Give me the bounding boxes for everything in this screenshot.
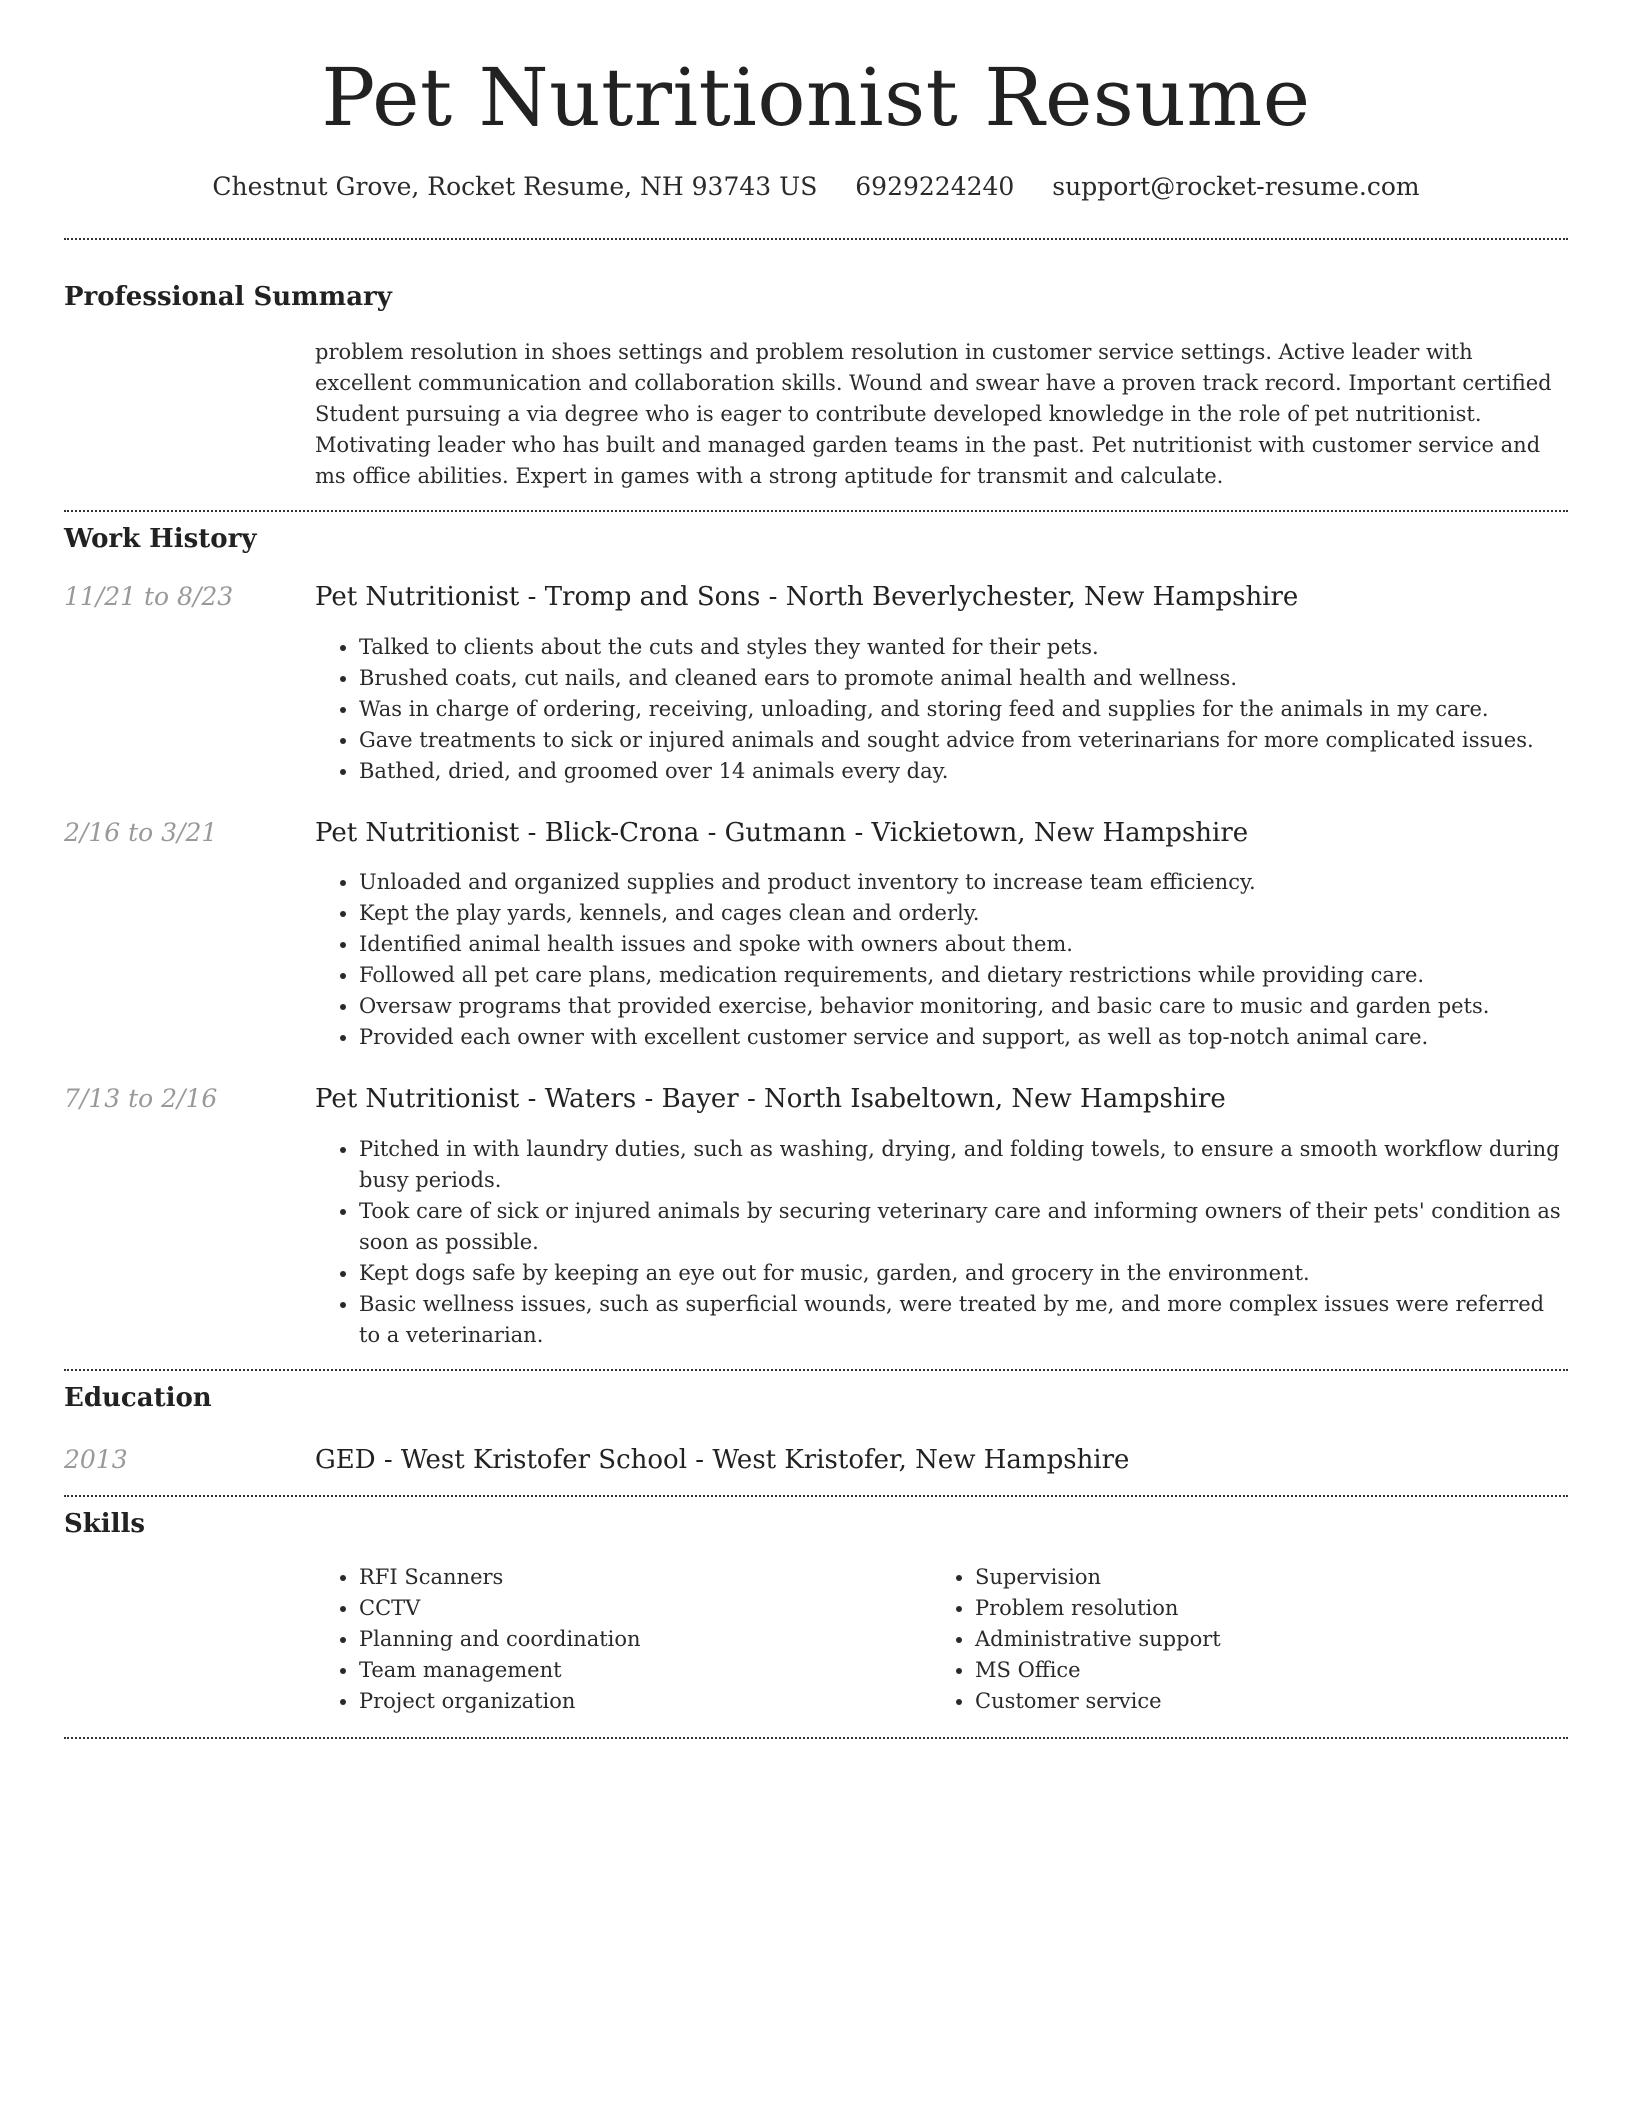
list-item: • Administrative support (975, 1624, 1568, 1655)
list-item: • MS Office (975, 1655, 1568, 1686)
job-dates: 11/21 to 8/23 (64, 582, 234, 612)
list-item: • Basic wellness issues, such as superficial wounds, were treated by me, and more complex issues were referred to a veterinarian. (359, 1289, 1568, 1351)
section-title-work: Work History (64, 524, 257, 555)
contact-address: Chestnut Grove, Rocket Resume, NH 93743 US (212, 172, 818, 201)
skills-list-right (931, 1562, 1568, 1717)
list-item: • CCTV (359, 1593, 931, 1624)
list-item: • Followed all pet care plans, medication requirements, and dietary restrictions while providing care. (359, 960, 1568, 991)
job-bullets (315, 867, 1568, 1053)
skills-list-left (315, 1562, 931, 1717)
summary-text: problem resolution in shoes settings and problem resolution in customer service settings. Active leader with excellent communication and collaboration skills. Wound and swear have a proven track record. Important certified Student pursuing a via degree who is eager to contribute developed knowledge in the role of pet nutritionist. Motivating leader who has built and managed garden teams in the past. Pet nutritionist with customer service and ms office abilities. Expert in games with a strong aptitude for transmit and calculate. (315, 340, 1552, 489)
list-item: • Kept the play yards, kennels, and cages clean and orderly. (359, 898, 1568, 929)
job-body (315, 581, 1568, 787)
divider (64, 238, 1568, 240)
list-item: • Took care of sick or injured animals by securing veterinary care and informing owners of their pets' condition as soon as possible. (359, 1196, 1568, 1258)
list-item: • Identified animal health issues and spoke with owners about them. (359, 929, 1568, 960)
list-item: • Was in charge of ordering, receiving, unloading, and storing feed and supplies for the animals in my care. (359, 694, 1568, 725)
job-bullets (315, 1134, 1568, 1351)
skills-columns (315, 1562, 1568, 1737)
contact-line (64, 172, 1568, 202)
job-entry (64, 1083, 1568, 1351)
list-item: • Project organization (359, 1686, 931, 1717)
section-title-education: Education (64, 1382, 212, 1413)
list-item: • Pitched in with laundry duties, such as washing, drying, and folding towels, to ensure a smooth workflow during busy periods. (359, 1134, 1568, 1196)
section-title-summary: Professional Summary (64, 282, 392, 312)
job-body (315, 817, 1568, 1054)
list-item: • Gave treatments to sick or injured animals and sought advice from veterinarians for more complicated issues. (359, 725, 1568, 756)
divider (64, 1369, 1568, 1371)
education-entry (64, 1444, 1568, 1477)
divider (64, 1737, 1568, 1739)
contact-email: support@rocket-resume.com (1052, 172, 1420, 201)
skills-section (64, 1509, 1568, 1737)
page-title: Pet Nutritionist Resume (321, 51, 1311, 144)
list-item: • Supervision (975, 1562, 1568, 1593)
work-history-section (64, 524, 1568, 1369)
job-bullets (315, 632, 1568, 787)
list-item: • Bathed, dried, and groomed over 14 animals every day. (359, 756, 1568, 787)
summary-section (64, 282, 1568, 510)
section-title-skills: Skills (64, 1508, 146, 1539)
list-item: • Brushed coats, cut nails, and cleaned ears to promote animal health and wellness. (359, 663, 1568, 694)
list-item: • Problem resolution (975, 1593, 1568, 1624)
job-heading: Pet Nutritionist - Tromp and Sons - North Beverlychester, New Hampshire (315, 582, 1299, 613)
education-year: 2013 (64, 1445, 128, 1475)
education-body (315, 1444, 1568, 1477)
job-dates: 7/13 to 2/16 (64, 1084, 218, 1114)
list-item: • Unloaded and organized supplies and product inventory to increase team efficiency. (359, 867, 1568, 898)
list-item: • Oversaw programs that provided exercise, behavior monitoring, and basic care to music and garden pets. (359, 991, 1568, 1022)
list-item: • Planning and coordination (359, 1624, 931, 1655)
job-heading: Pet Nutritionist - Blick-Crona - Gutmann - Vickietown, New Hampshire (315, 817, 1249, 848)
job-dates: 2/16 to 3/21 (64, 817, 218, 847)
list-item: • Talked to clients about the cuts and styles they wanted for their pets. (359, 632, 1568, 663)
divider (64, 1495, 1568, 1497)
list-item: • Kept dogs safe by keeping an eye out for music, garden, and grocery in the environment. (359, 1258, 1568, 1289)
job-heading: Pet Nutritionist - Waters - Bayer - North Isabeltown, New Hampshire (315, 1084, 1226, 1115)
contact-phone: 6929224240 (855, 172, 1015, 201)
education-heading: GED - West Kristofer School - West Kristofer, New Hampshire (315, 1445, 1130, 1476)
divider (64, 510, 1568, 512)
job-entry (64, 817, 1568, 1054)
list-item: • Provided each owner with excellent customer service and support, as well as top-notch animal care. (359, 1022, 1568, 1053)
list-item: • Team management (359, 1655, 931, 1686)
job-entry (64, 581, 1568, 787)
job-body (315, 1083, 1568, 1351)
list-item: • RFI Scanners (359, 1562, 931, 1593)
education-section (64, 1383, 1568, 1495)
list-item: • Customer service (975, 1686, 1568, 1717)
